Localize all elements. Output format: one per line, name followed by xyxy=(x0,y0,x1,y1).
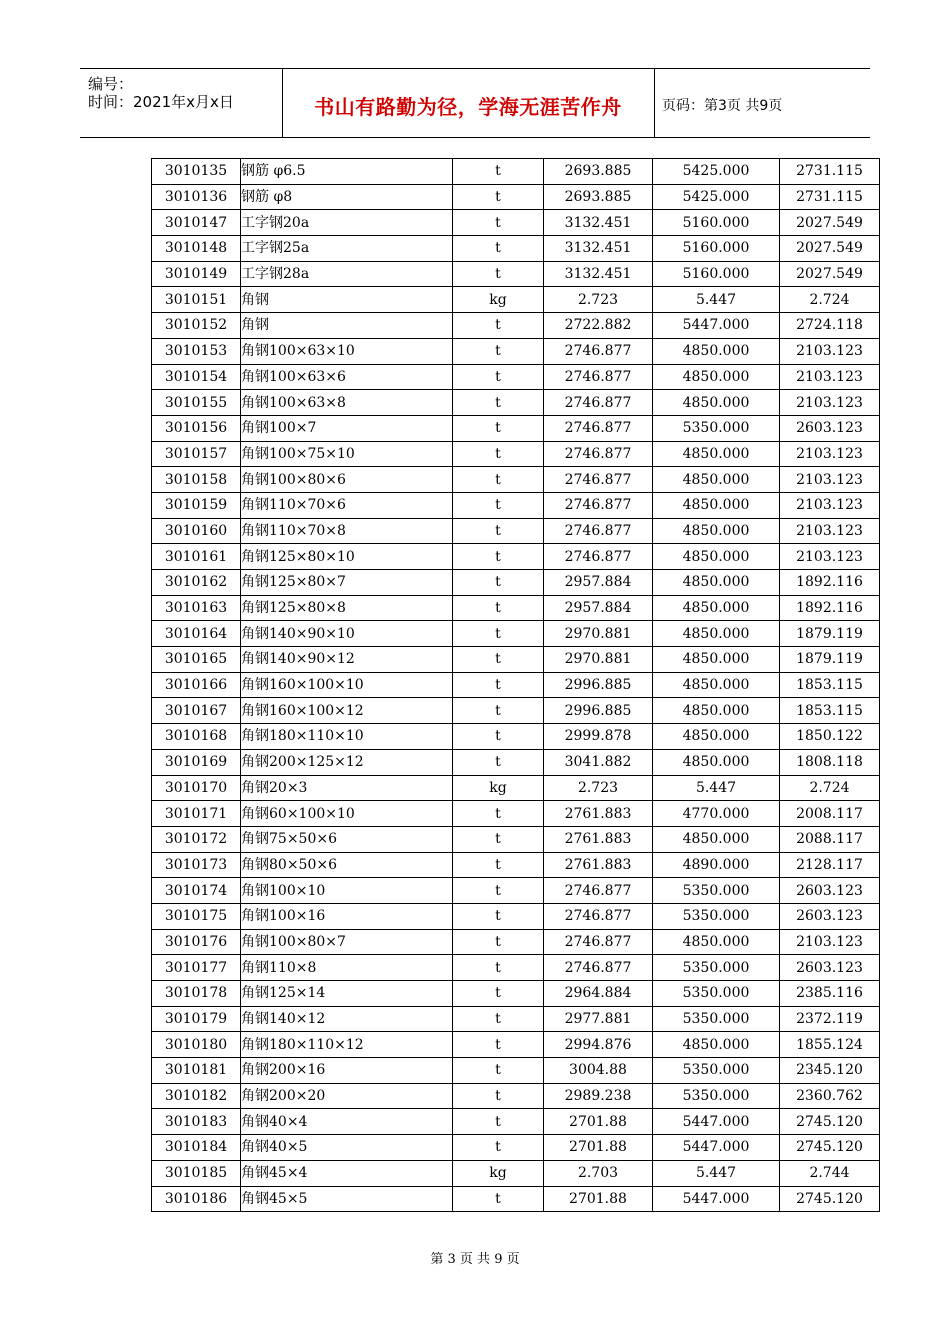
base-price-cell: 2693.885 xyxy=(544,159,653,185)
price-difference-cell: 2027.549 xyxy=(780,261,880,287)
material-code-cell: 3010177 xyxy=(152,955,241,981)
table-row xyxy=(152,852,880,878)
price-difference-cell: 2103.123 xyxy=(780,364,880,390)
price-difference-cell: 2372.119 xyxy=(780,1006,880,1032)
material-code-cell: 3010155 xyxy=(152,390,241,416)
unit-cell: t xyxy=(453,826,544,852)
base-price-cell: 2970.881 xyxy=(544,621,653,647)
price-difference-cell: 1879.119 xyxy=(780,647,880,673)
market-price-cell: 5350.000 xyxy=(653,1083,780,1109)
unit-cell: kg xyxy=(453,1160,544,1186)
table-row xyxy=(152,1083,880,1109)
price-difference-cell: 1808.118 xyxy=(780,749,880,775)
table-row xyxy=(152,801,880,827)
market-price-cell: 4850.000 xyxy=(653,929,780,955)
market-price-cell: 4850.000 xyxy=(653,364,780,390)
material-code-cell: 3010173 xyxy=(152,852,241,878)
market-price-cell: 4850.000 xyxy=(653,390,780,416)
base-price-cell: 3004.88 xyxy=(544,1058,653,1084)
price-difference-cell: 2745.120 xyxy=(780,1186,880,1212)
price-difference-cell: 2008.117 xyxy=(780,801,880,827)
market-price-cell: 5160.000 xyxy=(653,236,780,262)
unit-cell: t xyxy=(453,621,544,647)
base-price-cell: 2970.881 xyxy=(544,647,653,673)
material-name-cell: 角钢100×16 xyxy=(241,903,453,929)
base-price-cell: 2701.88 xyxy=(544,1186,653,1212)
base-price-cell: 2.723 xyxy=(544,775,653,801)
unit-cell: t xyxy=(453,261,544,287)
base-price-cell: 2701.88 xyxy=(544,1109,653,1135)
unit-cell: t xyxy=(453,647,544,673)
material-name-cell: 角钢180×110×10 xyxy=(241,724,453,750)
market-price-cell: 5447.000 xyxy=(653,313,780,339)
material-name-cell: 角钢100×7 xyxy=(241,415,453,441)
base-price-cell: 2996.885 xyxy=(544,672,653,698)
market-price-cell: 4850.000 xyxy=(653,544,780,570)
material-code-cell: 3010172 xyxy=(152,826,241,852)
serial-label: 编号： xyxy=(88,75,134,93)
unit-cell: t xyxy=(453,1083,544,1109)
price-difference-cell: 2.744 xyxy=(780,1160,880,1186)
price-difference-cell: 2745.120 xyxy=(780,1135,880,1161)
price-difference-cell: 2103.123 xyxy=(780,544,880,570)
material-name-cell: 角钢75×50×6 xyxy=(241,826,453,852)
price-difference-cell: 1855.124 xyxy=(780,1032,880,1058)
price-difference-cell: 2103.123 xyxy=(780,338,880,364)
unit-cell: t xyxy=(453,981,544,1007)
market-price-cell: 5350.000 xyxy=(653,981,780,1007)
material-code-cell: 3010175 xyxy=(152,903,241,929)
base-price-cell: 2746.877 xyxy=(544,955,653,981)
table-row xyxy=(152,775,880,801)
base-price-cell: 2722.882 xyxy=(544,313,653,339)
table-row xyxy=(152,1160,880,1186)
market-price-cell: 5350.000 xyxy=(653,878,780,904)
material-code-cell: 3010183 xyxy=(152,1109,241,1135)
table-row xyxy=(152,647,880,673)
price-difference-cell: 2603.123 xyxy=(780,878,880,904)
unit-cell: t xyxy=(453,1135,544,1161)
material-name-cell: 角钢100×63×8 xyxy=(241,390,453,416)
market-price-cell: 4850.000 xyxy=(653,672,780,698)
price-difference-cell: 1879.119 xyxy=(780,621,880,647)
table-row xyxy=(152,1032,880,1058)
price-difference-cell: 2731.115 xyxy=(780,184,880,210)
base-price-cell: 2761.883 xyxy=(544,826,653,852)
market-price-cell: 4850.000 xyxy=(653,467,780,493)
table-row xyxy=(152,621,880,647)
price-difference-cell: 2103.123 xyxy=(780,929,880,955)
material-code-cell: 3010178 xyxy=(152,981,241,1007)
material-code-cell: 3010165 xyxy=(152,647,241,673)
base-price-cell: 2957.884 xyxy=(544,595,653,621)
price-difference-cell: 1853.115 xyxy=(780,698,880,724)
material-name-cell: 角钢140×90×10 xyxy=(241,621,453,647)
material-name-cell: 角钢100×80×6 xyxy=(241,467,453,493)
page-footer: 第 3 页 共 9 页 xyxy=(430,1252,520,1267)
market-price-cell: 5.447 xyxy=(653,775,780,801)
material-name-cell: 角钢200×20 xyxy=(241,1083,453,1109)
price-difference-cell: 2603.123 xyxy=(780,955,880,981)
material-code-cell: 3010168 xyxy=(152,724,241,750)
material-code-cell: 3010184 xyxy=(152,1135,241,1161)
material-name-cell: 角钢100×75×10 xyxy=(241,441,453,467)
table-row xyxy=(152,1006,880,1032)
material-name-cell: 角钢140×12 xyxy=(241,1006,453,1032)
market-price-cell: 5425.000 xyxy=(653,159,780,185)
unit-cell: t xyxy=(453,364,544,390)
material-name-cell: 钢筋 φ6.5 xyxy=(241,159,453,185)
base-price-cell: 2746.877 xyxy=(544,415,653,441)
price-table-body xyxy=(152,159,880,1212)
table-row xyxy=(152,287,880,313)
base-price-cell: 2746.877 xyxy=(544,518,653,544)
material-code-cell: 3010164 xyxy=(152,621,241,647)
material-name-cell: 角钢100×80×7 xyxy=(241,929,453,955)
table-row xyxy=(152,313,880,339)
material-name-cell: 角钢110×70×8 xyxy=(241,518,453,544)
base-price-cell: 2746.877 xyxy=(544,929,653,955)
base-price-cell: 2693.885 xyxy=(544,184,653,210)
material-code-cell: 3010171 xyxy=(152,801,241,827)
table-row xyxy=(152,441,880,467)
table-row xyxy=(152,518,880,544)
base-price-cell: 2994.876 xyxy=(544,1032,653,1058)
unit-cell: t xyxy=(453,390,544,416)
unit-cell: t xyxy=(453,210,544,236)
material-code-cell: 3010167 xyxy=(152,698,241,724)
market-price-cell: 5447.000 xyxy=(653,1109,780,1135)
material-name-cell: 角钢125×80×7 xyxy=(241,570,453,596)
material-code-cell: 3010149 xyxy=(152,261,241,287)
base-price-cell: 2.703 xyxy=(544,1160,653,1186)
market-price-cell: 4850.000 xyxy=(653,826,780,852)
material-code-cell: 3010147 xyxy=(152,210,241,236)
unit-cell: t xyxy=(453,955,544,981)
market-price-cell: 4850.000 xyxy=(653,518,780,544)
market-price-cell: 4850.000 xyxy=(653,724,780,750)
material-name-cell: 角钢110×8 xyxy=(241,955,453,981)
price-difference-cell: 2345.120 xyxy=(780,1058,880,1084)
material-code-cell: 3010159 xyxy=(152,492,241,518)
material-name-cell: 角钢180×110×12 xyxy=(241,1032,453,1058)
material-code-cell: 3010170 xyxy=(152,775,241,801)
unit-cell: t xyxy=(453,338,544,364)
market-price-cell: 4850.000 xyxy=(653,698,780,724)
price-difference-cell: 1892.116 xyxy=(780,570,880,596)
table-row xyxy=(152,261,880,287)
material-code-cell: 3010182 xyxy=(152,1083,241,1109)
unit-cell: t xyxy=(453,801,544,827)
base-price-cell: 2746.877 xyxy=(544,878,653,904)
material-code-cell: 3010154 xyxy=(152,364,241,390)
market-price-cell: 4890.000 xyxy=(653,852,780,878)
market-price-cell: 5447.000 xyxy=(653,1186,780,1212)
material-name-cell: 角钢80×50×6 xyxy=(241,852,453,878)
market-price-cell: 4850.000 xyxy=(653,338,780,364)
price-difference-cell: 2103.123 xyxy=(780,518,880,544)
price-difference-cell: 1850.122 xyxy=(780,724,880,750)
unit-cell: t xyxy=(453,698,544,724)
material-code-cell: 3010169 xyxy=(152,749,241,775)
base-price-cell: 2746.877 xyxy=(544,338,653,364)
material-name-cell: 角钢125×80×10 xyxy=(241,544,453,570)
table-row xyxy=(152,1058,880,1084)
material-code-cell: 3010156 xyxy=(152,415,241,441)
unit-cell: t xyxy=(453,852,544,878)
unit-cell: t xyxy=(453,492,544,518)
market-price-cell: 4850.000 xyxy=(653,621,780,647)
base-price-cell: 2746.877 xyxy=(544,544,653,570)
material-code-cell: 3010151 xyxy=(152,287,241,313)
table-row xyxy=(152,184,880,210)
unit-cell: t xyxy=(453,544,544,570)
material-name-cell: 角钢125×80×8 xyxy=(241,595,453,621)
material-name-cell: 角钢100×63×10 xyxy=(241,338,453,364)
table-row xyxy=(152,570,880,596)
unit-cell: t xyxy=(453,1058,544,1084)
unit-cell: t xyxy=(453,1006,544,1032)
material-name-cell: 钢筋 φ8 xyxy=(241,184,453,210)
price-difference-cell: 2027.549 xyxy=(780,236,880,262)
unit-cell: kg xyxy=(453,775,544,801)
price-difference-cell: 2103.123 xyxy=(780,492,880,518)
table-row xyxy=(152,955,880,981)
unit-cell: t xyxy=(453,672,544,698)
price-difference-cell: 2027.549 xyxy=(780,210,880,236)
unit-cell: t xyxy=(453,929,544,955)
motto-text: 书山有路勤为径，学海无涯苦作舟 xyxy=(314,95,622,119)
unit-cell: t xyxy=(453,724,544,750)
material-code-cell: 3010162 xyxy=(152,570,241,596)
material-code-cell: 3010153 xyxy=(152,338,241,364)
base-price-cell: 2761.883 xyxy=(544,852,653,878)
table-row xyxy=(152,390,880,416)
material-name-cell: 角钢45×5 xyxy=(241,1186,453,1212)
material-name-cell: 工字钢25a xyxy=(241,236,453,262)
market-price-cell: 5.447 xyxy=(653,1160,780,1186)
base-price-cell: 2957.884 xyxy=(544,570,653,596)
material-code-cell: 3010160 xyxy=(152,518,241,544)
material-code-cell: 3010185 xyxy=(152,1160,241,1186)
price-difference-cell: 2603.123 xyxy=(780,415,880,441)
material-name-cell: 工字钢20a xyxy=(241,210,453,236)
unit-cell: t xyxy=(453,518,544,544)
price-difference-cell: 2103.123 xyxy=(780,390,880,416)
table-row xyxy=(152,159,880,185)
material-code-cell: 3010181 xyxy=(152,1058,241,1084)
market-price-cell: 5160.000 xyxy=(653,261,780,287)
market-price-cell: 5350.000 xyxy=(653,1006,780,1032)
price-difference-cell: 2731.115 xyxy=(780,159,880,185)
base-price-cell: 2977.881 xyxy=(544,1006,653,1032)
base-price-cell: 2.723 xyxy=(544,287,653,313)
table-row xyxy=(152,1109,880,1135)
material-code-cell: 3010158 xyxy=(152,467,241,493)
base-price-cell: 2999.878 xyxy=(544,724,653,750)
price-difference-cell: 2385.116 xyxy=(780,981,880,1007)
price-difference-cell: 2745.120 xyxy=(780,1109,880,1135)
market-price-cell: 5160.000 xyxy=(653,210,780,236)
unit-cell: t xyxy=(453,1032,544,1058)
market-price-cell: 5350.000 xyxy=(653,903,780,929)
base-price-cell: 2964.884 xyxy=(544,981,653,1007)
table-row xyxy=(152,749,880,775)
header-page-cell xyxy=(654,69,870,137)
material-name-cell: 角钢160×100×12 xyxy=(241,698,453,724)
table-row xyxy=(152,236,880,262)
unit-cell: t xyxy=(453,903,544,929)
market-price-cell: 4850.000 xyxy=(653,647,780,673)
price-difference-cell: 2088.117 xyxy=(780,826,880,852)
price-difference-cell: 2103.123 xyxy=(780,441,880,467)
market-price-cell: 5350.000 xyxy=(653,1058,780,1084)
material-name-cell: 角钢140×90×12 xyxy=(241,647,453,673)
table-row xyxy=(152,1135,880,1161)
price-table xyxy=(151,158,880,1212)
base-price-cell: 3041.882 xyxy=(544,749,653,775)
material-code-cell: 3010161 xyxy=(152,544,241,570)
base-price-cell: 2746.877 xyxy=(544,441,653,467)
unit-cell: t xyxy=(453,570,544,596)
page-header xyxy=(80,68,870,138)
table-row xyxy=(152,595,880,621)
price-difference-cell: 2724.118 xyxy=(780,313,880,339)
base-price-cell: 2989.238 xyxy=(544,1083,653,1109)
base-price-cell: 2996.885 xyxy=(544,698,653,724)
material-code-cell: 3010163 xyxy=(152,595,241,621)
base-price-cell: 3132.451 xyxy=(544,261,653,287)
base-price-cell: 2746.877 xyxy=(544,467,653,493)
price-difference-cell: 1892.116 xyxy=(780,595,880,621)
material-name-cell: 角钢110×70×6 xyxy=(241,492,453,518)
unit-cell: t xyxy=(453,1186,544,1212)
material-name-cell: 角钢20×3 xyxy=(241,775,453,801)
table-row xyxy=(152,672,880,698)
material-code-cell: 3010174 xyxy=(152,878,241,904)
base-price-cell: 2746.877 xyxy=(544,390,653,416)
material-name-cell: 角钢200×16 xyxy=(241,1058,453,1084)
material-name-cell: 角钢45×4 xyxy=(241,1160,453,1186)
market-price-cell: 4850.000 xyxy=(653,1032,780,1058)
price-difference-cell: 2103.123 xyxy=(780,467,880,493)
market-price-cell: 4850.000 xyxy=(653,492,780,518)
base-price-cell: 2701.88 xyxy=(544,1135,653,1161)
market-price-cell: 4850.000 xyxy=(653,441,780,467)
market-price-cell: 5425.000 xyxy=(653,184,780,210)
market-price-cell: 5447.000 xyxy=(653,1135,780,1161)
table-row xyxy=(152,929,880,955)
material-name-cell: 角钢125×14 xyxy=(241,981,453,1007)
material-name-cell: 角钢40×5 xyxy=(241,1135,453,1161)
header-meta-cell xyxy=(80,69,283,137)
material-code-cell: 3010179 xyxy=(152,1006,241,1032)
material-code-cell: 3010157 xyxy=(152,441,241,467)
price-difference-cell: 1853.115 xyxy=(780,672,880,698)
material-name-cell: 角钢 xyxy=(241,313,453,339)
base-price-cell: 2746.877 xyxy=(544,903,653,929)
market-price-cell: 4850.000 xyxy=(653,570,780,596)
table-row xyxy=(152,210,880,236)
material-code-cell: 3010186 xyxy=(152,1186,241,1212)
base-price-cell: 3132.451 xyxy=(544,236,653,262)
material-name-cell: 角钢60×100×10 xyxy=(241,801,453,827)
unit-cell: t xyxy=(453,415,544,441)
unit-cell: t xyxy=(453,184,544,210)
material-name-cell: 角钢200×125×12 xyxy=(241,749,453,775)
table-row xyxy=(152,415,880,441)
time-label: 时间：2021年x月x日 xyxy=(88,93,234,111)
market-price-cell: 5.447 xyxy=(653,287,780,313)
material-code-cell: 3010148 xyxy=(152,236,241,262)
material-code-cell: 3010136 xyxy=(152,184,241,210)
market-price-cell: 4770.000 xyxy=(653,801,780,827)
table-row xyxy=(152,467,880,493)
base-price-cell: 2746.877 xyxy=(544,364,653,390)
unit-cell: t xyxy=(453,159,544,185)
market-price-cell: 4850.000 xyxy=(653,749,780,775)
unit-cell: t xyxy=(453,467,544,493)
unit-cell: t xyxy=(453,236,544,262)
unit-cell: t xyxy=(453,878,544,904)
table-row xyxy=(152,492,880,518)
base-price-cell: 2746.877 xyxy=(544,492,653,518)
material-name-cell: 角钢100×10 xyxy=(241,878,453,904)
unit-cell: t xyxy=(453,1109,544,1135)
market-price-cell: 5350.000 xyxy=(653,955,780,981)
unit-cell: t xyxy=(453,749,544,775)
price-difference-cell: 2.724 xyxy=(780,287,880,313)
price-difference-cell: 2360.762 xyxy=(780,1083,880,1109)
material-name-cell: 工字钢28a xyxy=(241,261,453,287)
unit-cell: t xyxy=(453,313,544,339)
material-code-cell: 3010135 xyxy=(152,159,241,185)
table-row xyxy=(152,364,880,390)
material-name-cell: 角钢160×100×10 xyxy=(241,672,453,698)
material-code-cell: 3010152 xyxy=(152,313,241,339)
material-name-cell: 角钢100×63×6 xyxy=(241,364,453,390)
base-price-cell: 2761.883 xyxy=(544,801,653,827)
table-row xyxy=(152,698,880,724)
table-row xyxy=(152,1186,880,1212)
material-name-cell: 角钢 xyxy=(241,287,453,313)
table-row xyxy=(152,338,880,364)
market-price-cell: 5350.000 xyxy=(653,415,780,441)
market-price-cell: 4850.000 xyxy=(653,595,780,621)
base-price-cell: 3132.451 xyxy=(544,210,653,236)
price-difference-cell: 2603.123 xyxy=(780,903,880,929)
unit-cell: t xyxy=(453,441,544,467)
material-code-cell: 3010176 xyxy=(152,929,241,955)
price-difference-cell: 2128.117 xyxy=(780,852,880,878)
table-row xyxy=(152,981,880,1007)
table-row xyxy=(152,903,880,929)
table-row xyxy=(152,544,880,570)
table-row xyxy=(152,878,880,904)
material-code-cell: 3010166 xyxy=(152,672,241,698)
unit-cell: kg xyxy=(453,287,544,313)
page-info: 页码：第3页 共9页 xyxy=(662,98,783,114)
table-row xyxy=(152,826,880,852)
material-code-cell: 3010180 xyxy=(152,1032,241,1058)
price-difference-cell: 2.724 xyxy=(780,775,880,801)
material-name-cell: 角钢40×4 xyxy=(241,1109,453,1135)
unit-cell: t xyxy=(453,595,544,621)
header-motto-cell xyxy=(282,69,655,137)
table-row xyxy=(152,724,880,750)
